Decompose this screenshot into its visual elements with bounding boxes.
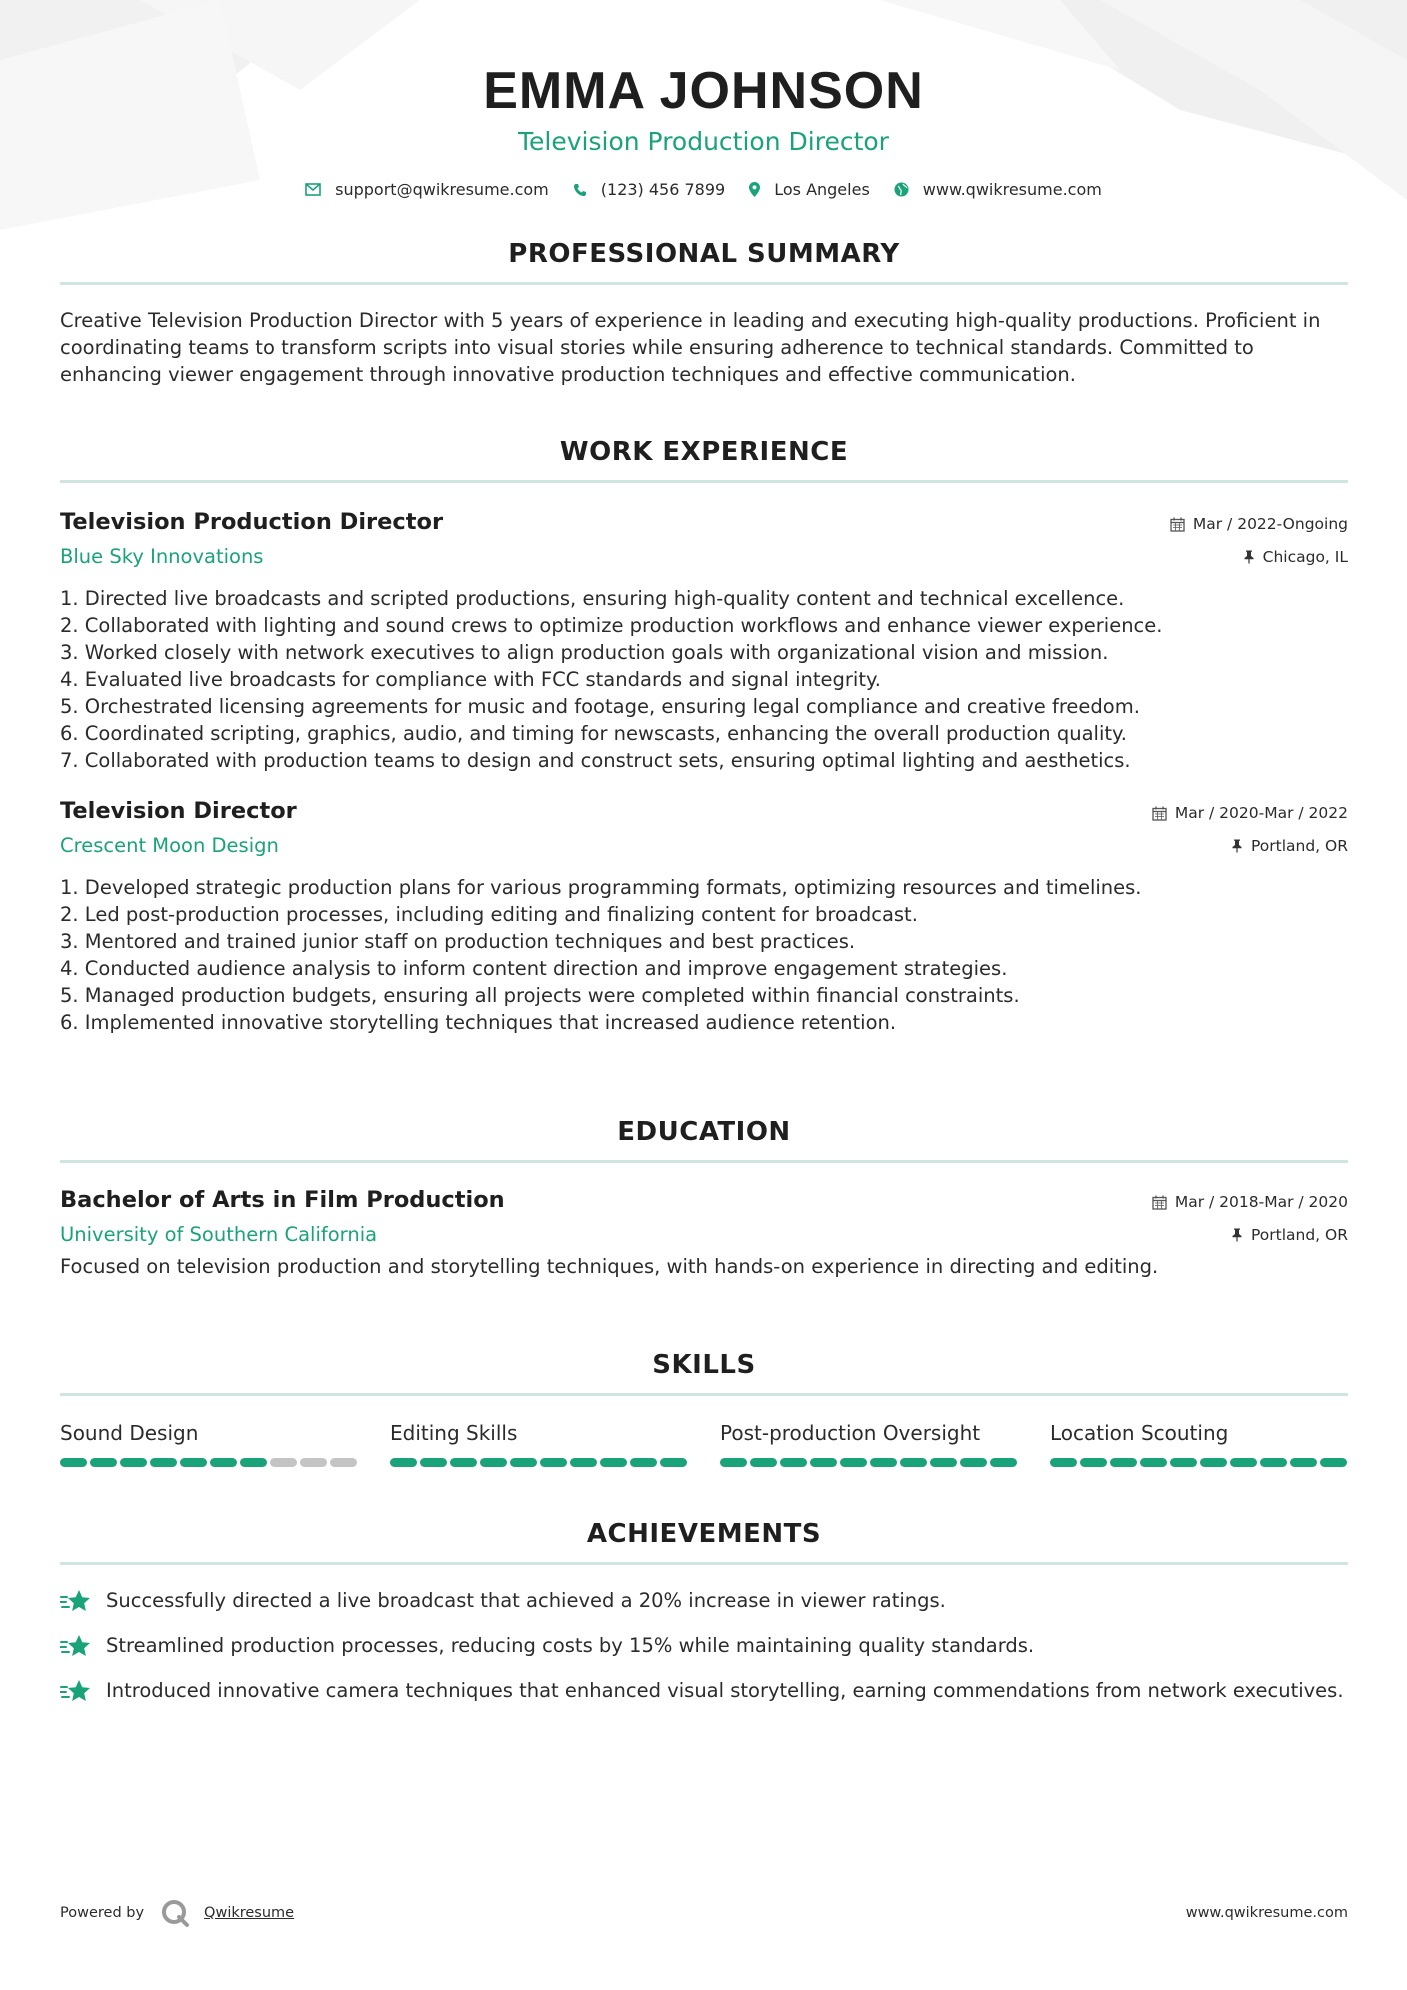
- achievements-list: [60, 1587, 1348, 1705]
- skill-item: [390, 1420, 690, 1467]
- job-location: [1243, 548, 1348, 566]
- experience-heading: WORK EXPERIENCE: [559, 437, 849, 467]
- qwikresume-link[interactable]: Qwikresume: [204, 1905, 295, 1921]
- contact-email-text: support@qwikresume.com: [335, 180, 549, 199]
- skill-segment-empty: [300, 1458, 327, 1467]
- resume-header: [0, 0, 1407, 199]
- achievement-item: [60, 1632, 1348, 1660]
- achievements-heading: ACHIEVEMENTS: [586, 1519, 822, 1549]
- education-location-text: Portland, OR: [1250, 1226, 1348, 1244]
- summary-heading: PROFESSIONAL SUMMARY: [508, 239, 900, 269]
- job-company: Blue Sky Innovations: [60, 545, 264, 568]
- list-item: 5. Managed production budgets, ensuring all projects were completed within financial constraints.: [60, 984, 1020, 1007]
- shooting-star-icon: [60, 1679, 92, 1705]
- globe-icon: [894, 182, 909, 197]
- skill-segment-filled: [990, 1458, 1017, 1467]
- list-item: 4. Evaluated live broadcasts for compliance with FCC standards and signal integrity.: [60, 668, 881, 691]
- skill-item: [60, 1420, 360, 1467]
- skill-segment-filled: [60, 1458, 87, 1467]
- list-item: 3. Mentored and trained junior staff on production techniques and best practices.: [60, 930, 856, 953]
- achievement-text: Successfully directed a live broadcast that achieved a 20% increase in viewer ratings.: [106, 1589, 946, 1612]
- pushpin-icon: [1231, 839, 1243, 853]
- job-dates: [1152, 804, 1348, 822]
- contact-bar: [0, 180, 1407, 199]
- skill-name: Editing Skills: [390, 1421, 518, 1445]
- skill-segment-filled: [600, 1458, 627, 1467]
- pushpin-icon: [1231, 1228, 1243, 1242]
- candidate-name: EMMA JOHNSON: [483, 62, 924, 120]
- list-item: 3. Worked closely with network executives to align production goals with organizational vision and mission.: [60, 641, 1109, 664]
- skill-segment-filled: [240, 1458, 267, 1467]
- job-title: Television Production Director: [60, 509, 444, 535]
- skill-segment-filled: [540, 1458, 567, 1467]
- skill-segment-filled: [840, 1458, 867, 1467]
- skills-list: [60, 1420, 1348, 1467]
- skill-segment-filled: [1200, 1458, 1227, 1467]
- degree-title: Bachelor of Arts in Film Production: [60, 1187, 505, 1213]
- contact-location-text: Los Angeles: [774, 180, 870, 199]
- achievement-text: Streamlined production processes, reducing costs by 15% while maintaining quality standards.: [106, 1634, 1035, 1657]
- list-item: 6. Coordinated scripting, graphics, audio, and timing for newscasts, enhancing the overall production quality.: [60, 722, 1127, 745]
- pushpin-icon: [1243, 550, 1255, 564]
- achievement-text: Introduced innovative camera techniques that enhanced visual storytelling, earning commendations from network executives.: [106, 1679, 1344, 1702]
- skill-level-bar: [1050, 1458, 1350, 1467]
- job-dates-text: Mar / 2020-Mar / 2022: [1174, 804, 1348, 822]
- skill-segment-filled: [660, 1458, 687, 1467]
- skill-segment-filled: [1290, 1458, 1317, 1467]
- list-item: 6. Implemented innovative storytelling techniques that increased audience retention.: [60, 1011, 897, 1034]
- candidate-title: Television Production Director: [518, 127, 889, 156]
- job-dates-text: Mar / 2022-Ongoing: [1192, 515, 1348, 533]
- skill-segment-filled: [480, 1458, 507, 1467]
- skill-level-bar: [60, 1458, 360, 1467]
- skills-section: [60, 1349, 1348, 1467]
- calendar-icon: [1170, 517, 1185, 532]
- achievement-item: [60, 1587, 1348, 1615]
- list-item: 2. Collaborated with lighting and sound crews to optimize production workflows and enhance viewer experience.: [60, 614, 1163, 637]
- skill-segment-filled: [720, 1458, 747, 1467]
- skill-segment-filled: [210, 1458, 237, 1467]
- job-location: [1231, 837, 1348, 855]
- skill-segment-filled: [1080, 1458, 1107, 1467]
- skill-segment-filled: [120, 1458, 147, 1467]
- school-name: University of Southern California: [60, 1223, 378, 1246]
- job-company: Crescent Moon Design: [60, 834, 279, 857]
- list-item: 7. Collaborated with production teams to design and construct sets, ensuring optimal lighting and aesthetics.: [60, 749, 1131, 772]
- skill-segment-filled: [450, 1458, 477, 1467]
- contact-email[interactable]: [305, 180, 549, 199]
- skill-segment-filled: [510, 1458, 537, 1467]
- education-location: [1231, 1226, 1348, 1244]
- section-divider: [60, 480, 1348, 483]
- contact-website[interactable]: [894, 180, 1102, 199]
- skill-name: Sound Design: [60, 1421, 199, 1445]
- education-description: Focused on television production and storytelling techniques, with hands-on experience in directing and editing.: [60, 1255, 1159, 1278]
- summary-text: Creative Television Production Director with 5 years of experience in leading and executing high-quality productions. Proficient in coordinating teams to transform scripts into visual stories while ensuring adherence to technical standards. Committed to enhancing viewer engagement through innovative production techniques and effective communication.: [60, 309, 1321, 386]
- shooting-star-icon: [60, 1589, 92, 1615]
- phone-icon: [573, 183, 587, 197]
- job-title: Television Director: [60, 798, 297, 824]
- skill-segment-filled: [870, 1458, 897, 1467]
- job-bullets: [60, 585, 1348, 774]
- map-marker-icon: [749, 182, 760, 197]
- job-location-text: Chicago, IL: [1262, 548, 1348, 566]
- skill-segment-filled: [1140, 1458, 1167, 1467]
- achievements-section: [60, 1518, 1348, 1722]
- shooting-star-icon: [60, 1634, 92, 1660]
- job-entry: [60, 796, 1348, 1036]
- education-dates-text: Mar / 2018-Mar / 2020: [1174, 1193, 1348, 1211]
- list-item: 5. Orchestrated licensing agreements for music and footage, ensuring legal compliance and creative freedom.: [60, 695, 1140, 718]
- section-divider: [60, 1393, 1348, 1396]
- skill-segment-filled: [1170, 1458, 1197, 1467]
- skill-segment-filled: [420, 1458, 447, 1467]
- skill-segment-empty: [270, 1458, 297, 1467]
- skill-segment-filled: [900, 1458, 927, 1467]
- skill-level-bar: [720, 1458, 1020, 1467]
- skill-item: [1050, 1420, 1350, 1467]
- skill-item: [720, 1420, 1020, 1467]
- skill-segment-empty: [330, 1458, 357, 1467]
- job-bullets: [60, 874, 1348, 1036]
- skill-name: Location Scouting: [1050, 1421, 1229, 1445]
- skill-segment-filled: [570, 1458, 597, 1467]
- job-entry: [60, 507, 1348, 774]
- education-section: [60, 1116, 1348, 1280]
- calendar-icon: [1152, 1195, 1167, 1210]
- education-heading: EDUCATION: [617, 1117, 791, 1147]
- skill-segment-filled: [750, 1458, 777, 1467]
- qwikresume-logo-icon: [160, 1898, 190, 1928]
- skill-segment-filled: [630, 1458, 657, 1467]
- contact-website-text: www.qwikresume.com: [922, 180, 1102, 199]
- skill-segment-filled: [810, 1458, 837, 1467]
- skill-segment-filled: [1230, 1458, 1257, 1467]
- education-entry: [60, 1185, 1348, 1280]
- envelope-icon: [305, 183, 321, 196]
- powered-by-label: Powered by: [60, 1905, 145, 1921]
- skill-segment-filled: [1320, 1458, 1347, 1467]
- list-item: 1. Directed live broadcasts and scripted productions, ensuring high-quality content and technical excellence.: [60, 587, 1125, 610]
- job-location-text: Portland, OR: [1250, 837, 1348, 855]
- section-divider: [60, 282, 1348, 285]
- contact-phone[interactable]: [573, 180, 725, 199]
- skill-segment-filled: [930, 1458, 957, 1467]
- list-item: 1. Developed strategic production plans for various programming formats, optimizing resources and timelines.: [60, 876, 1142, 899]
- contact-location: [749, 180, 870, 199]
- skill-segment-filled: [1260, 1458, 1287, 1467]
- calendar-icon: [1152, 806, 1167, 821]
- footer-website[interactable]: www.qwikresume.com: [1185, 1905, 1348, 1921]
- skill-name: Post-production Oversight: [720, 1421, 981, 1445]
- list-item: 4. Conducted audience analysis to inform content direction and improve engagement strategies.: [60, 957, 1008, 980]
- skill-segment-filled: [1050, 1458, 1077, 1467]
- page-footer: [60, 1898, 1348, 1928]
- list-item: 2. Led post-production processes, including editing and finalizing content for broadcast.: [60, 903, 918, 926]
- job-dates: [1170, 515, 1348, 533]
- section-divider: [60, 1160, 1348, 1163]
- section-divider: [60, 1562, 1348, 1565]
- skill-segment-filled: [390, 1458, 417, 1467]
- skill-segment-filled: [960, 1458, 987, 1467]
- skill-segment-filled: [150, 1458, 177, 1467]
- achievement-item: [60, 1677, 1348, 1705]
- contact-phone-text: (123) 456 7899: [600, 180, 726, 199]
- skill-segment-filled: [90, 1458, 117, 1467]
- footer-branding: [60, 1898, 294, 1928]
- experience-section: [60, 436, 1348, 1036]
- skill-segment-filled: [1110, 1458, 1137, 1467]
- skills-heading: SKILLS: [652, 1350, 756, 1380]
- skill-segment-filled: [180, 1458, 207, 1467]
- education-dates: [1152, 1193, 1348, 1211]
- summary-section: [60, 238, 1348, 388]
- skill-segment-filled: [780, 1458, 807, 1467]
- skill-level-bar: [390, 1458, 690, 1467]
